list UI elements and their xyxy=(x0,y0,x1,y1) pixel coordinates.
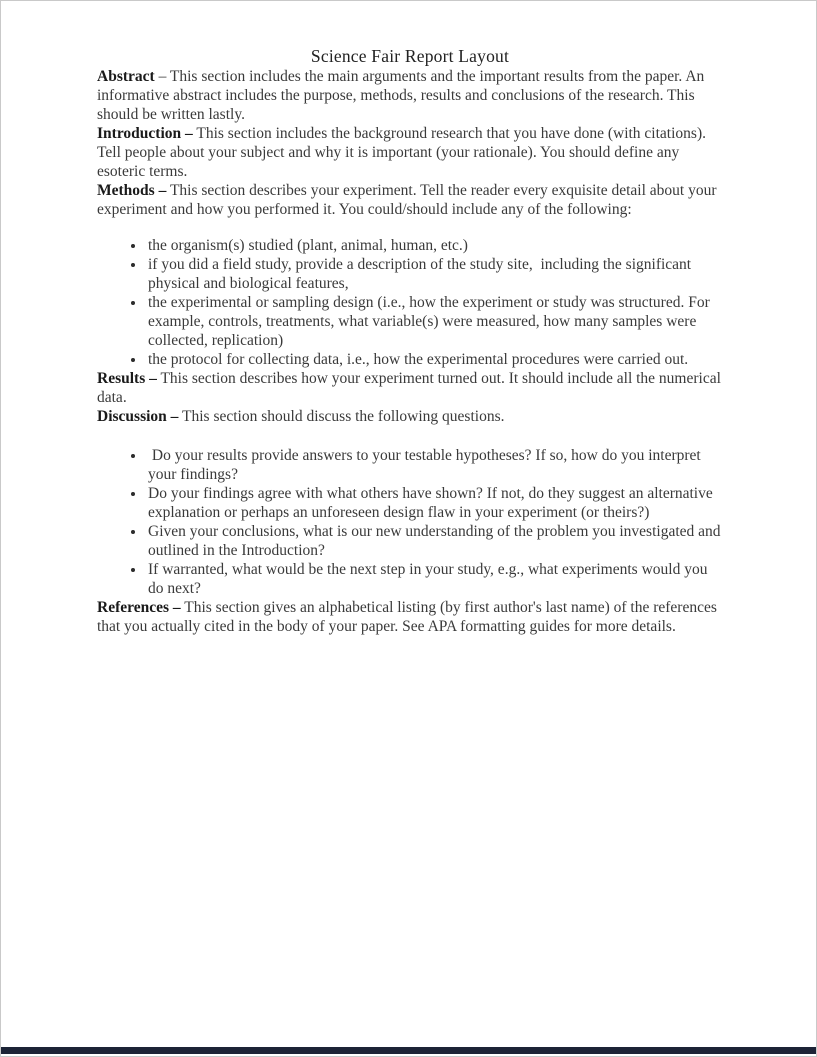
list-item xyxy=(146,293,723,350)
references-heading: References – xyxy=(97,599,181,616)
discussion-heading: Discussion – xyxy=(97,408,179,425)
bullet-text: Do your results provide answers to your testable hypotheses? If so, how do you interpret your findings? xyxy=(148,447,705,483)
bullet-text: the protocol for collecting data, i.e., how the experimental procedures were carried out. xyxy=(148,351,689,368)
list-item xyxy=(146,484,723,522)
page-title: Science Fair Report Layout xyxy=(310,46,510,66)
bullet-text: Do your findings agree with what others have shown? If not, do they suggest an alternative explanation or perhaps an unforeseen design flaw in your experiment (or theirs?) xyxy=(148,485,717,521)
results-body: This section describes how your experiment turned out. It should include all the numerical data. xyxy=(97,370,721,406)
bullet-text: Given your conclusions, what is our new understanding of the problem you investigated and outlined in the Introduction? xyxy=(148,523,725,559)
section-results xyxy=(97,369,723,407)
introduction-heading: Introduction – xyxy=(97,125,193,142)
introduction-body: This section includes the background research that you have done (with citations). Tell people about your subject and why it is important (your rationale). You should define any esoteric terms. xyxy=(97,125,706,180)
results-heading: Results – xyxy=(97,370,157,387)
discussion-body: This section should discuss the following questions. xyxy=(182,408,505,425)
bullet-text: if you did a field study, provide a description of the study site, including the significant physical and biological features, xyxy=(148,256,695,292)
section-references xyxy=(97,598,723,636)
list-item xyxy=(146,236,723,255)
methods-heading: Methods – xyxy=(97,182,167,199)
abstract-heading: Abstract xyxy=(97,68,155,85)
document-content xyxy=(1,1,816,636)
section-methods xyxy=(97,181,723,219)
references-body: This section gives an alphabetical listing (by first author's last name) of the references that you actually cited in the body of your paper. See APA formatting guides for more details. xyxy=(97,599,717,635)
bottom-rule-bar xyxy=(1,1047,816,1054)
list-item xyxy=(146,446,723,484)
list-item xyxy=(146,350,723,369)
list-item xyxy=(146,255,723,293)
section-abstract xyxy=(97,67,723,124)
bullet-text: the experimental or sampling design (i.e., how the experiment or study was structured. For example, controls, treatments, what variable(s) were measured, how many samples were collected, replication) xyxy=(148,294,714,349)
section-introduction xyxy=(97,124,723,181)
list-item xyxy=(146,560,723,598)
section-discussion xyxy=(97,407,723,426)
discussion-bullet-list xyxy=(97,446,723,598)
bullet-text: If warranted, what would be the next step in your study, e.g., what experiments would you do next? xyxy=(148,561,712,597)
bullet-text: the organism(s) studied (plant, animal, human, etc.) xyxy=(148,237,468,254)
methods-bullet-list xyxy=(97,236,723,369)
abstract-body: – This section includes the main arguments and the important results from the paper. An informative abstract includes the purpose, methods, results and conclusions of the research. This should be written lastly. xyxy=(97,68,705,123)
list-item xyxy=(146,522,723,560)
methods-body: This section describes your experiment. Tell the reader every exquisite detail about your experiment and how you performed it. You could/should include any of the following: xyxy=(97,182,717,218)
